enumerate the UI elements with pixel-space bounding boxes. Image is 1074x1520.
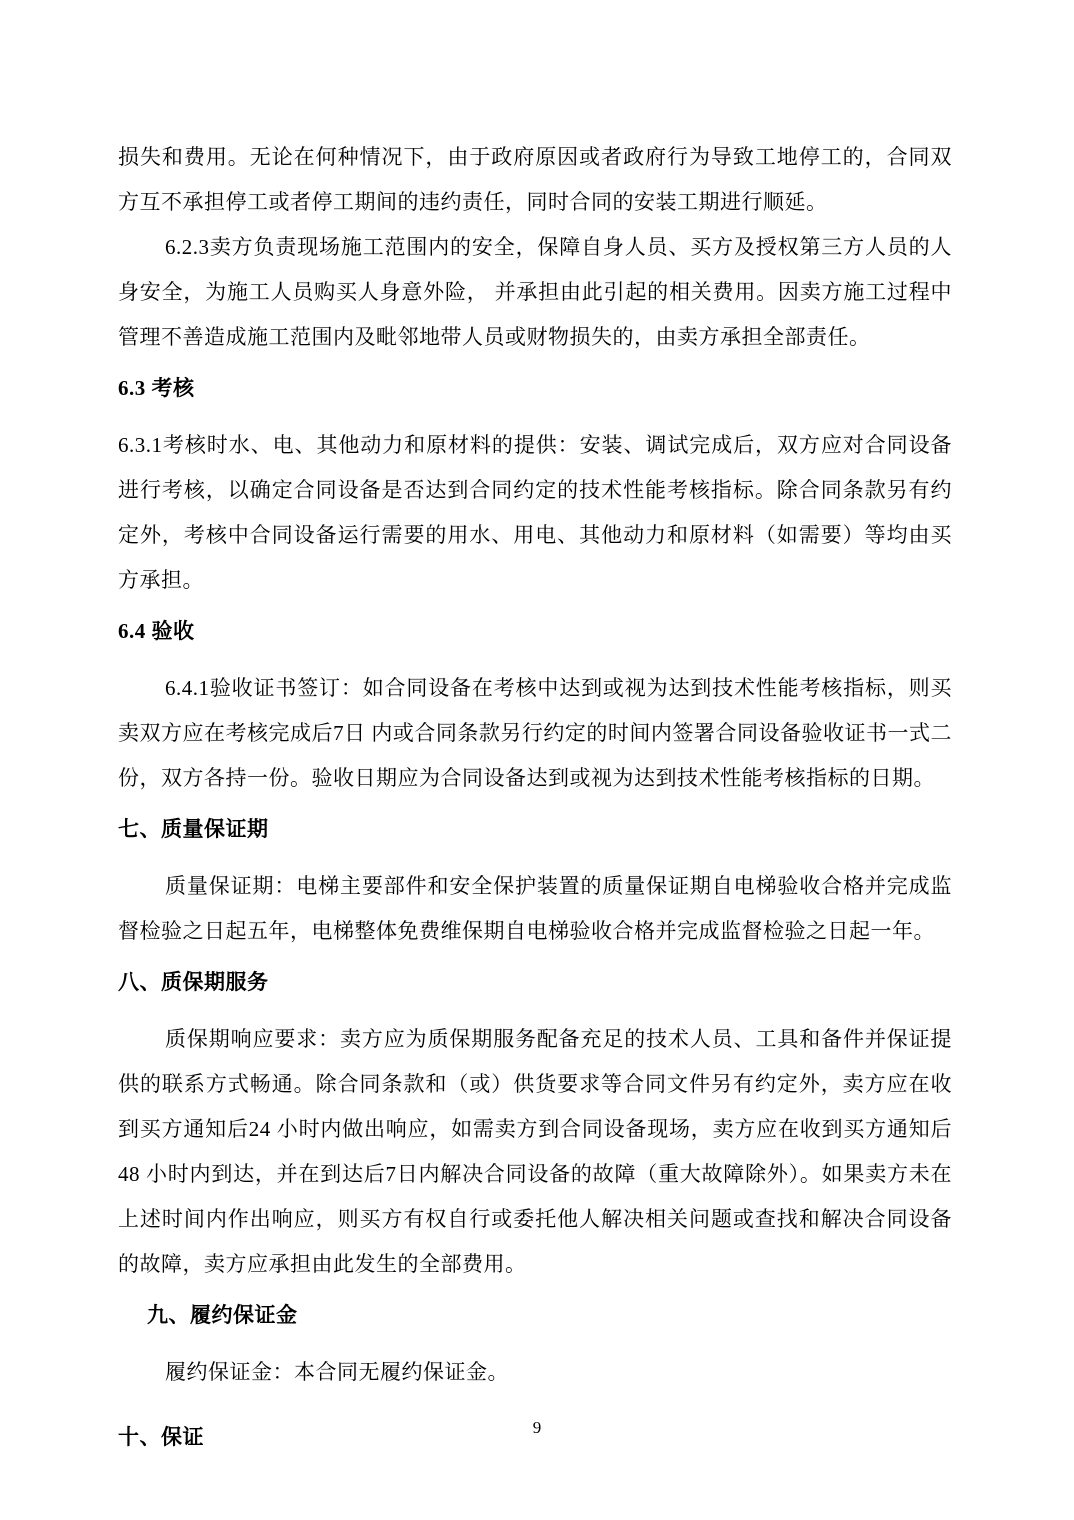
- paragraph-6-4-1-acceptance-certificate: 6.4.1验收证书签订：如合同设备在考核中达到或视为达到技术性能考核指标，则买卖双方应在考核完成后7日 内或合同条款另行约定的时间内签署合同设备验收证书一式二份，双方各持一份。验收日期应为合同设备达到或视为达到技术性能考核指标的日期。: [118, 676, 952, 790]
- heading-6-4-acceptance: 6.4 验收: [118, 619, 195, 643]
- paragraph-quality-guarantee-period: 质量保证期：电梯主要部件和安全保护装置的质量保证期自电梯验收合格并完成监督检验之日起五年，电梯整体免费维保期自电梯验收合格并完成监督检验之日起一年。: [118, 874, 952, 943]
- paragraph-performance-bond: 履约保证金：本合同无履约保证金。: [165, 1360, 509, 1384]
- paragraph-warranty-response-requirements: 质保期响应要求：卖方应为质保期服务配备充足的技术人员、工具和备件并保证提供的联系方式畅通。除合同条款和（或）供货要求等合同文件另有约定外，卖方应在收到买方通知后24 小时内做出响应，如需卖方到合同设备现场，卖方应在收到买方通知后 48 小时内到达，并在到达后7日内解决合同设备的故障（重大故障除外）。如果卖方未在上述时间内作出响应，则买方有权自行或委托他人解决相关问题或查找和解决合同设备的故障，卖方应承担由此发生的全部费用。: [118, 1027, 952, 1276]
- paragraph-6-2-3-site-safety: 6.2.3卖方负责现场施工范围内的安全，保障自身人员、买方及授权第三方人员的人身安全，为施工人员购买人身意外险， 并承担由此引起的相关费用。因卖方施工过程中管理不善造成施工范围内及毗邻地带人员或财物损失的，由卖方承担全部责任。: [118, 235, 952, 349]
- heading-8-warranty-service: 八、质保期服务: [118, 970, 269, 994]
- paragraph-6-3-1-assessment-utilities: 6.3.1考核时水、电、其他动力和原材料的提供：安装、调试完成后，双方应对合同设备进行考核，以确定合同设备是否达到合同约定的技术性能考核指标。除合同条款另有约定外，考核中合同设备运行需要的用水、用电、其他动力和原材料（如需要）等均由买方承担。: [118, 433, 952, 592]
- page-number: 9: [532, 1418, 542, 1437]
- heading-10-guarantee: 十、保证: [118, 1425, 204, 1449]
- heading-7-quality-guarantee-period: 七、质量保证期: [118, 817, 269, 841]
- heading-9-performance-bond: 九、履约保证金: [147, 1303, 298, 1327]
- heading-6-3-assessment: 6.3 考核: [118, 376, 195, 400]
- paragraph-stoppage-liability: 损失和费用。无论在何种情况下，由于政府原因或者政府行为导致工地停工的，合同双方互不承担停工或者停工期间的违约责任，同时合同的安装工期进行顺延。: [118, 145, 952, 214]
